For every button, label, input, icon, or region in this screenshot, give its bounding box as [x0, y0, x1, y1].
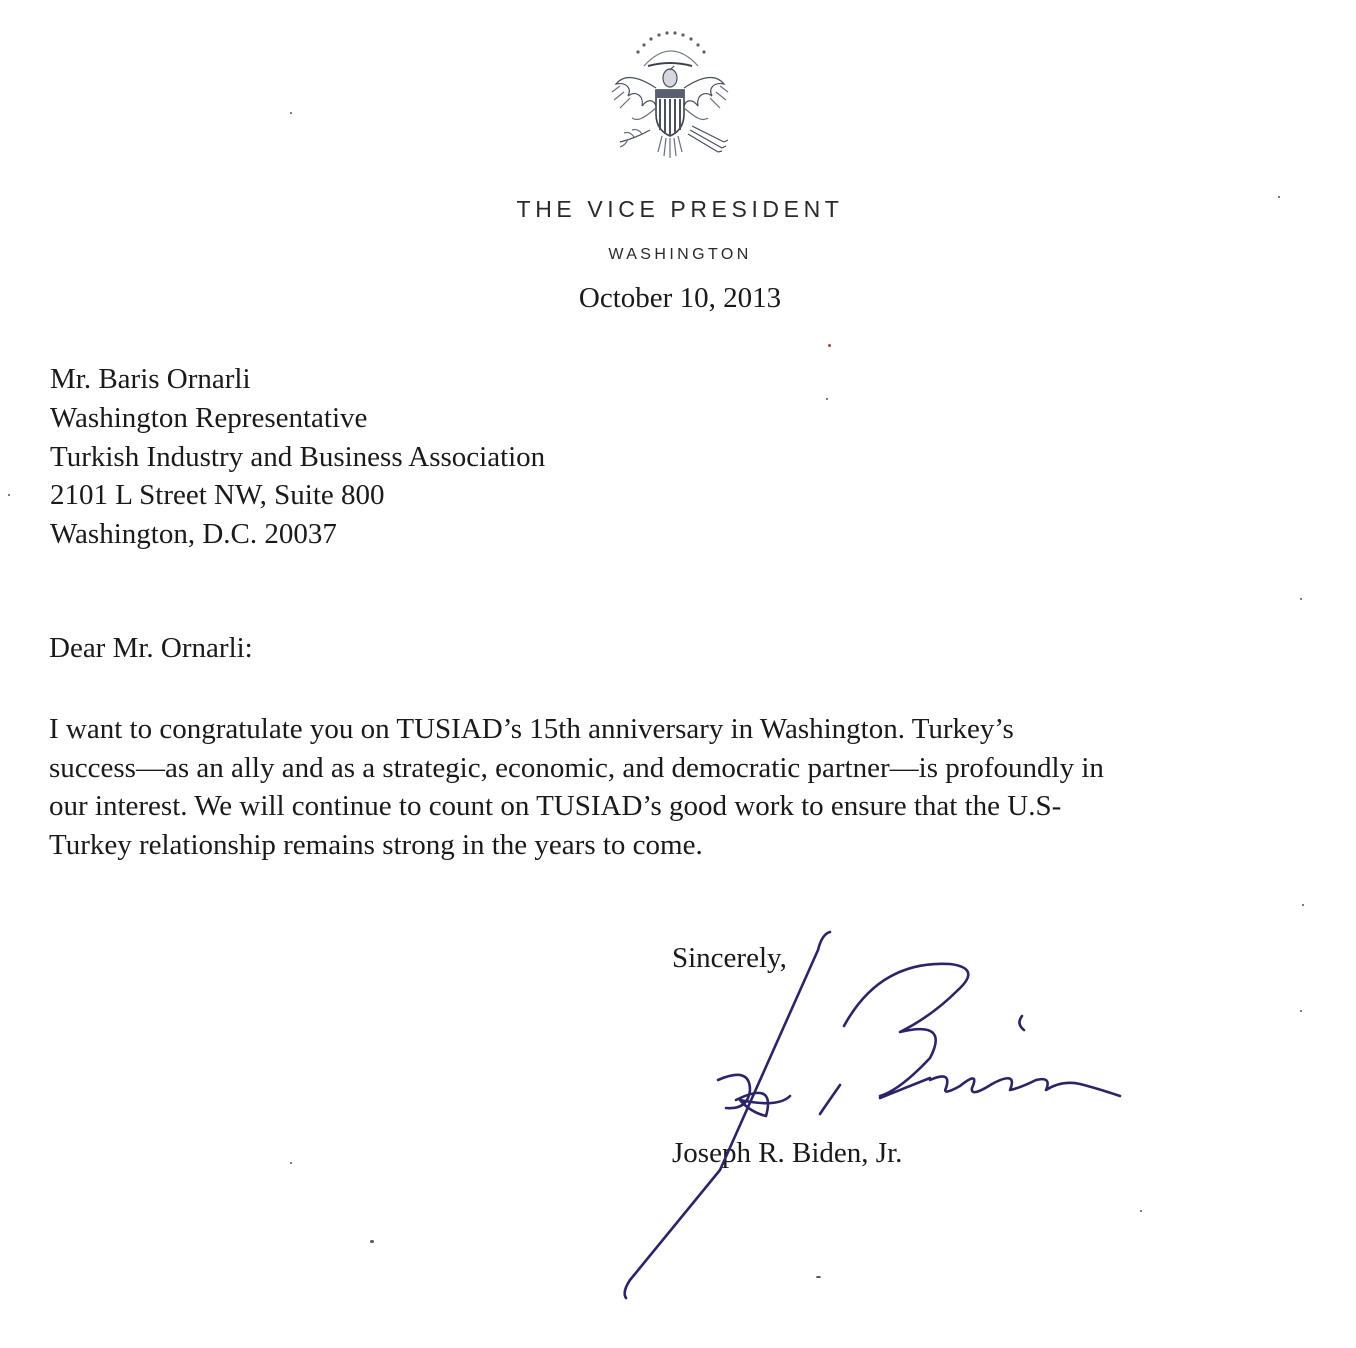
recipient-street: 2101 L Street NW, Suite 800 — [50, 479, 385, 512]
scan-speck — [816, 1276, 821, 1278]
recipient-title: Washington Representative — [50, 401, 368, 434]
scan-speck — [8, 494, 10, 496]
scan-speck — [290, 1162, 292, 1164]
scan-speck — [370, 1240, 374, 1243]
handwritten-signature-icon — [600, 920, 1140, 1305]
scan-speck — [826, 398, 828, 400]
vice-presidential-seal-icon — [598, 26, 742, 168]
body-line: success—as an ally and as a strategic, economic, and democratic partner—is profoundly in — [49, 751, 1104, 784]
closing: Sincerely, — [672, 942, 787, 974]
scan-speck — [828, 344, 831, 347]
body-line: I want to congratulate you on TUSIAD’s 15th anniversary in Washington. Turkey’s — [49, 713, 1014, 745]
recipient-name: Mr. Baris Ornarli — [50, 363, 251, 395]
recipient-city: Washington, D.C. 20037 — [50, 518, 337, 551]
signer-name: Joseph R. Biden, Jr. — [672, 1137, 903, 1169]
scan-speck — [1300, 598, 1302, 600]
letterhead-title: THE VICE PRESIDENT — [516, 196, 844, 222]
recipient-organization: Turkish Industry and Business Association — [50, 440, 546, 473]
scan-speck — [1278, 196, 1280, 198]
letter-body — [49, 710, 1104, 865]
scan-speck — [1300, 1010, 1302, 1012]
recipient-address — [50, 360, 545, 554]
scan-speck — [1140, 1210, 1142, 1212]
body-line: Turkey relationship remains strong in the years to come. — [49, 829, 703, 862]
letter-date: October 10, 2013 — [578, 282, 782, 314]
scan-speck — [1302, 904, 1304, 906]
body-line: our interest. We will continue to count on TUSIAD’s good work to ensure that the U.S- — [49, 790, 1062, 823]
letterhead-city: WASHINGTON — [608, 246, 752, 263]
scan-speck — [290, 112, 292, 114]
salutation: Dear Mr. Ornarli: — [49, 632, 253, 664]
